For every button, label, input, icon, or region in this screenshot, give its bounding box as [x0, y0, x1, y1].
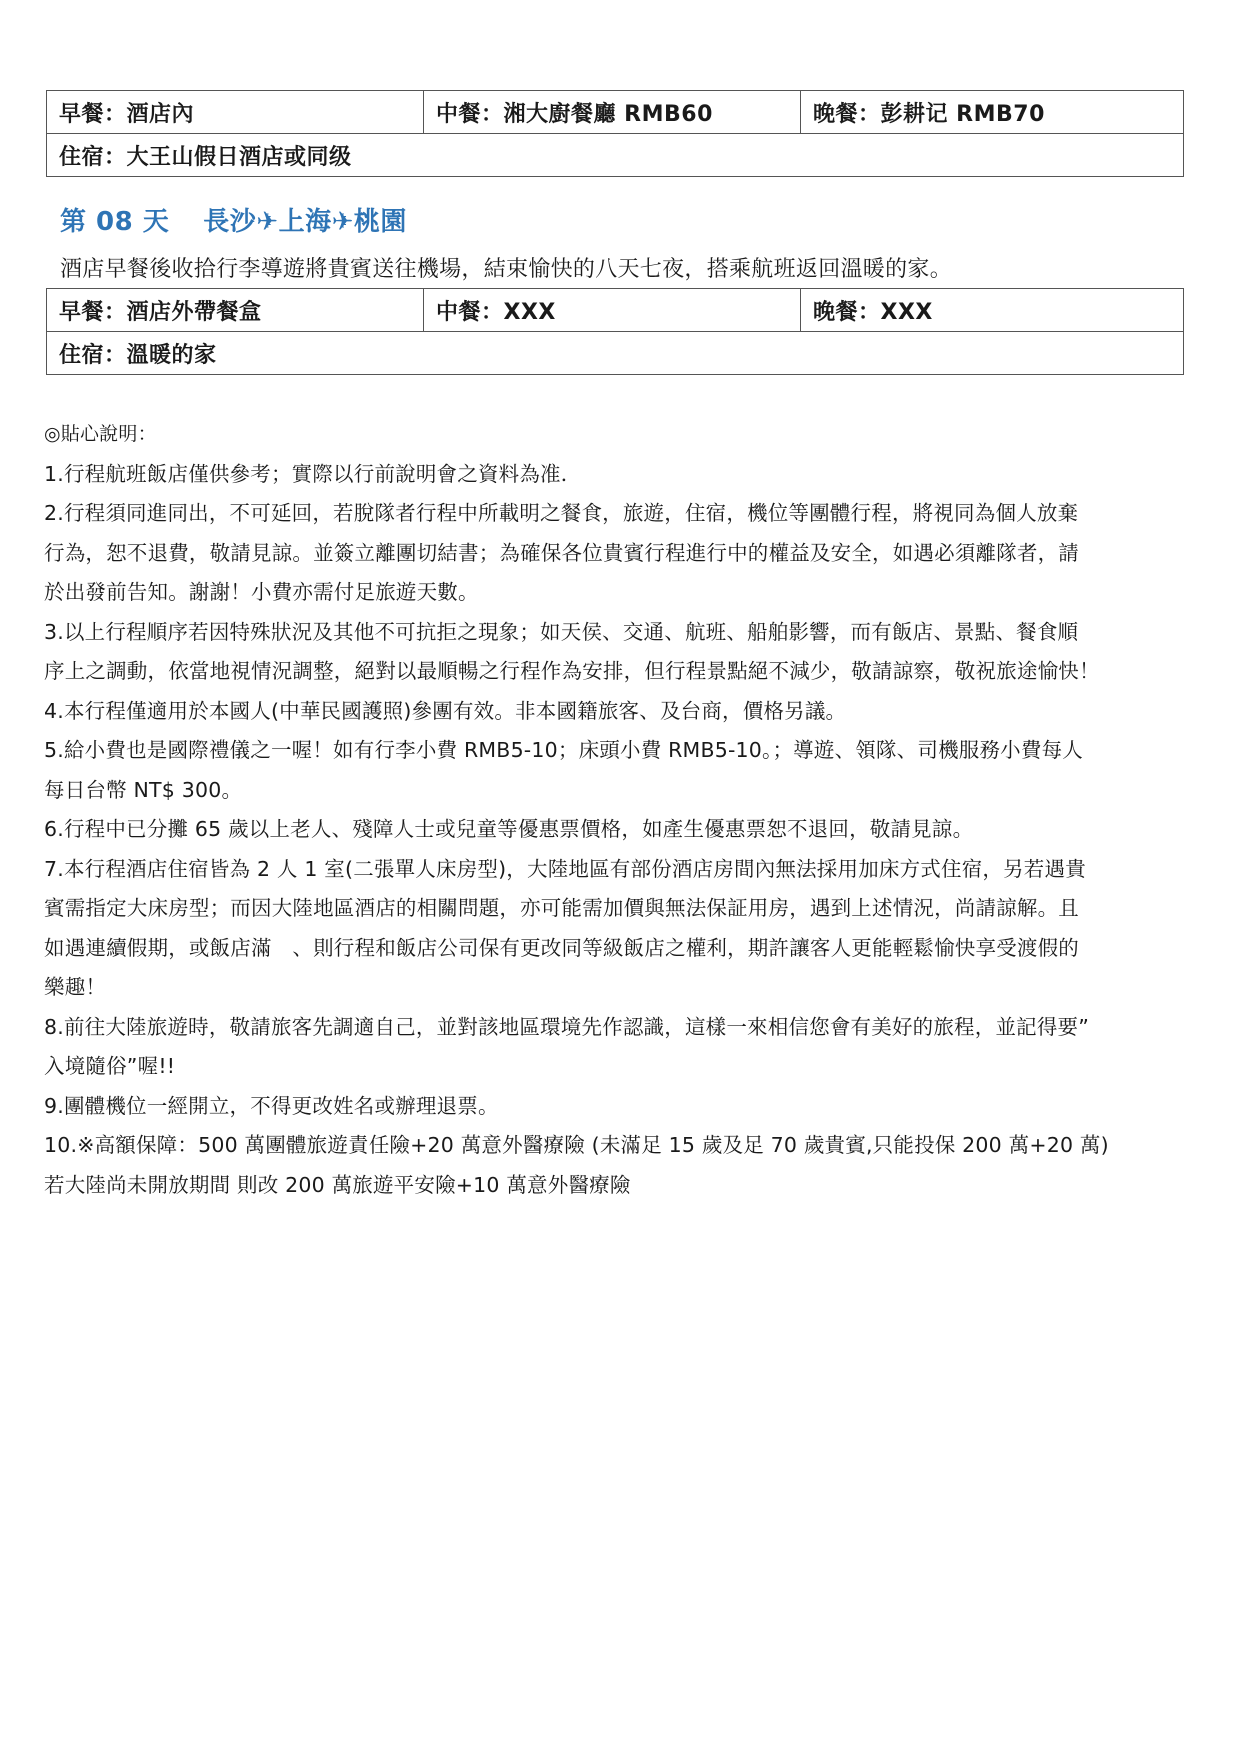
day8-lodging: 住宿：溫暖的家 [47, 332, 1184, 375]
day7-lodging: 住宿：大王山假日酒店或同级 [47, 134, 1184, 177]
notes-line: 1.行程航班飯店僅供參考；實際以行前說明會之資料為准． [44, 461, 582, 486]
day8-description: 酒店早餐後收拾行李導遊將貴賓送往機場，結束愉快的八天七夜，搭乘航班返回溫暖的家。 [60, 257, 953, 282]
notes-line: 於出發前告知。謝謝！小費亦需付足旅遊天數。 [44, 580, 479, 604]
notes-line: 6.行程中已分攤 65 歲以上老人、殘障人士或兒童等優惠票價格，如產生優惠票恕不退回，敬請見諒。 [44, 817, 974, 841]
notes-line: 賓需指定大床房型；而因大陸地區酒店的相關問題，亦可能需加價與無法保証用房，遇到上述情況，尚請諒解。且 [44, 896, 1079, 920]
day8-label: 第 08 天 [60, 207, 170, 237]
day8-meals-row [47, 289, 1184, 332]
day7-breakfast: 早餐：酒店內 [47, 91, 424, 134]
notes-line: 行為，恕不退費，敬請見諒。並簽立離團切結書；為確保各位貴賓行程進行中的權益及安全，如遇必須離隊者，請 [44, 540, 1079, 565]
notes-line: 若大陸尚未開放期間 則改 200 萬旅遊平安險+10 萬意外醫療險 [44, 1172, 631, 1197]
notes-line: 樂趣！ [44, 975, 107, 999]
notes-line: 2.行程須同進同出，不可延回，若脫隊者行程中所載明之餐食，旅遊，住宿，機位等團體行程，將視同為個人放棄 [44, 501, 1079, 525]
day7-dinner: 晚餐：彭耕记 RMB70 [801, 91, 1184, 134]
notes-line: 序上之調動，依當地視情況調整，絕對以最順暢之行程作為安排，但行程景點絕不減少，敬請諒察，敬祝旅途愉快！ [44, 659, 1100, 683]
day7-lunch: 中餐：湘大廚餐廳 RMB60 [424, 91, 801, 134]
day8-dinner: 晚餐：XXX [801, 289, 1184, 332]
notes-line: 3.以上行程順序若因特殊狀況及其他不可抗拒之現象；如天侯、交通、航班、船舶影響，而有飯店、景點、餐食順 [44, 619, 1079, 644]
day8-route: 長沙✈上海✈桃園 [203, 207, 407, 237]
notes-section [44, 415, 1194, 1205]
day7-meals-row [47, 91, 1184, 134]
notes-line: 10.※高額保障：500 萬團體旅遊責任險+20 萬意外醫療險 (未滿足 15 歲及足 70 歲貴賓,只能投保 200 萬+20 萬) [44, 1133, 1109, 1157]
day8-lodging-row [47, 332, 1184, 375]
notes-line: 5.給小費也是國際禮儀之一喔！如有行李小費 RMB5-10；床頭小費 RMB5-10。；導遊、領隊、司機服務小費每人 [44, 738, 1083, 762]
day8-lunch: 中餐：XXX [424, 289, 801, 332]
day8-breakfast: 早餐：酒店外帶餐盒 [47, 289, 424, 332]
notes-line: 每日台幣 NT$ 300。 [44, 777, 243, 802]
day7-lodging-row [47, 134, 1184, 177]
notes-line: 7.本行程酒店住宿皆為 2 人 1 室(二張單人床房型)，大陸地區有部份酒店房間內無法採用加床方式住宿，另若遇貴 [44, 856, 1086, 881]
notes-line: 入境隨俗”喔!! [44, 1054, 176, 1078]
notes-line: 9.團體機位一經開立，不得更改姓名或辦理退票。 [44, 1093, 499, 1118]
notes-line: 8.前往大陸旅遊時，敬請旅客先調適自己，並對該地區環境先作認識，這樣一來相信您會有美好的旅程，並記得要” [44, 1014, 1090, 1039]
notes-line: 如遇連續假期，或飯店滿 、則行程和飯店公司保有更改同等級飯店之權利，期許讓客人更能輕鬆愉快享受渡假的 [44, 935, 1079, 960]
day8-heading [60, 201, 407, 238]
notes-line: 4.本行程僅適用於本國人(中華民國護照)參團有效。非本國籍旅客、及台商，價格另議。 [44, 698, 847, 723]
day7-meals-table [46, 90, 1184, 177]
day8-meals-table [46, 288, 1184, 375]
notes-title: ◎貼心說明： [44, 423, 157, 445]
